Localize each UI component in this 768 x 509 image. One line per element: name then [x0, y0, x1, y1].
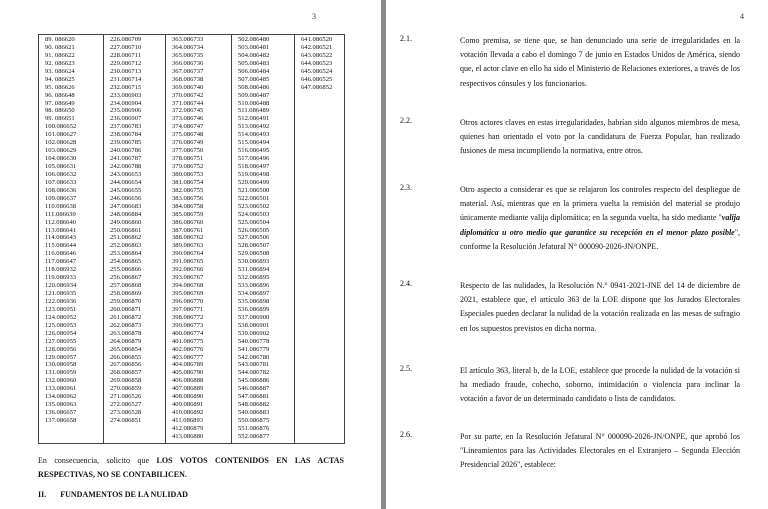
table-cell: 535.086898 [238, 297, 270, 305]
table-cell: 552.086877 [238, 432, 270, 440]
table-cell: 393.086767 [172, 274, 204, 282]
table-cell: 235.086906 [110, 107, 142, 115]
table-cell: 387.086761 [172, 226, 204, 234]
table-cell: 541.086779 [238, 345, 270, 353]
table-cell: 517.086496 [238, 155, 270, 163]
right-page [386, 0, 768, 509]
table-cell: 119.086933 [45, 274, 77, 282]
table-cell: 413.086880 [172, 432, 204, 440]
table-cell: 365.086735 [172, 51, 204, 59]
table-column [104, 35, 166, 444]
table-cell: 264.086879 [110, 337, 142, 345]
page-number: 4 [740, 12, 744, 21]
table-cell: 270.086859 [110, 385, 142, 393]
paragraph-number: 2.5. [400, 364, 412, 373]
table-column [166, 35, 232, 444]
table-cell: 129.086957 [45, 353, 77, 361]
table-cell: 407.086889 [172, 385, 204, 393]
table-cell: 366.086736 [172, 59, 204, 67]
table-cell: 398.086772 [172, 313, 204, 321]
table-cell: 410.086892 [172, 409, 204, 417]
table-cell: 511.086489 [238, 107, 270, 115]
table-cell: 549.086883 [238, 409, 270, 417]
table-cell: 551.086876 [238, 424, 270, 432]
table-cell: 518.086497 [238, 163, 270, 170]
table-cell: 260.086871 [110, 305, 142, 313]
table-cell: 505.086483 [238, 59, 270, 67]
table-cell: 641.086520 [301, 36, 333, 43]
table-cell: 406.086888 [172, 377, 204, 385]
table-cell: 532.086895 [238, 274, 270, 282]
table-cell: 115.086644 [45, 242, 77, 250]
table-cell: 409.086891 [172, 401, 204, 409]
conclusion-emphasis: LOS VOTOS CONTENIDOS EN LAS ACTAS RESPECTIVAS, NO SE CONTABILICEN. [38, 456, 344, 479]
table-cell: 370.086742 [172, 91, 204, 99]
table-cell: 136.086657 [45, 409, 77, 417]
table-cell: 249.086860 [110, 218, 142, 226]
table-cell: 515.086494 [238, 139, 270, 147]
table-cell: 373.086746 [172, 115, 204, 123]
paragraph-text [460, 183, 740, 254]
table-cell: 527.086506 [238, 234, 270, 242]
table-cell: 124.086952 [45, 313, 77, 321]
table-cell: 241.086787 [110, 155, 142, 163]
table-cell: 108.086636 [45, 186, 77, 194]
section-heading [38, 490, 202, 499]
table-cell: 245.086655 [110, 186, 142, 194]
table-cell: 405.086790 [172, 369, 204, 377]
table-cell: 100.086652 [45, 123, 77, 131]
table-cell: 263.086878 [110, 329, 142, 337]
table-cell: 91. 086622 [45, 51, 75, 59]
table-cell: 261.086872 [110, 313, 142, 321]
table-cell: 98. 086650 [45, 107, 75, 115]
table-cell: 121.086935 [45, 290, 77, 297]
paragraph-number: 2.6. [400, 430, 412, 439]
paragraph-2-1 [400, 34, 740, 91]
paragraph-number: 2.3. [400, 183, 412, 192]
table-cell: 395.086769 [172, 290, 204, 297]
table-cell: 132.086960 [45, 377, 77, 385]
table-cell: 104.086630 [45, 155, 77, 163]
table-cell: 519.086498 [238, 170, 270, 178]
table-column [39, 35, 104, 444]
table-cell: 95. 086626 [45, 83, 75, 91]
table-cell: 364.086734 [172, 43, 204, 51]
table-cell: 97. 086649 [45, 99, 75, 107]
table-cell: 267.086856 [110, 361, 142, 369]
table-cell: 375.086748 [172, 131, 204, 139]
table-cell: 513.086492 [238, 123, 270, 131]
table-cell: 402.086776 [172, 345, 204, 353]
table-cell: 101.086627 [45, 131, 77, 139]
table-cell: 379.086752 [172, 163, 204, 170]
table-cell: 253.086864 [110, 250, 142, 258]
table-cell: 248.086884 [110, 210, 142, 218]
table-cell: 514.086493 [238, 131, 270, 139]
table-cell: 540.086778 [238, 337, 270, 345]
table-cell: 120.086934 [45, 282, 77, 290]
paragraph-text: El artículo 363, literal b, de la LOE, establece que procede la nulidad de la votación si ha mediado fraude, cohecho, soborno, intimidación o violencia para inclinar la votación a favor de un determinado candidato o lista de candidatos. [460, 366, 740, 404]
table-cell: 134.086962 [45, 393, 77, 401]
table-cell: 391.086765 [172, 258, 204, 266]
table-cell: 507.086485 [238, 75, 270, 83]
table-cell: 116.086646 [45, 250, 77, 258]
table-cell: 521.086500 [238, 186, 270, 194]
table-cell: 252.086863 [110, 242, 142, 250]
table-cell: 135.086963 [45, 401, 77, 409]
table-cell: 408.086890 [172, 393, 204, 401]
table-cell: 377.086750 [172, 147, 204, 155]
table-cell: 111.086639 [45, 210, 76, 218]
table-cell: 643.086522 [301, 51, 333, 59]
table-cell: 125.086953 [45, 321, 77, 329]
table-cell: 381.086754 [172, 178, 204, 186]
table-cell: 546.086887 [238, 385, 270, 393]
table-cell: 274.086851 [110, 417, 142, 424]
table-cell: 374.086747 [172, 123, 204, 131]
table-cell: 254.086865 [110, 258, 142, 266]
table-cell: 403.086777 [172, 353, 204, 361]
table-cell: 544.086782 [238, 369, 270, 377]
table-cell: 401.086775 [172, 337, 204, 345]
table-cell: 137.086658 [45, 417, 77, 424]
table-cell: 510.086488 [238, 99, 270, 107]
table-cell: 538.086901 [238, 321, 270, 329]
table-cell: 522.086501 [238, 194, 270, 202]
paragraph-text: Por su parte, en la Resolución Jefatural N° 000090-2026-JN/ONPE, que aprobó los "Lineamientos para las Actividades Electorales en el Extranjero – Segunda Elección Presidencial 2026", establece: [460, 432, 740, 470]
table-cell: 539.086902 [238, 329, 270, 337]
table-cell: 372.086745 [172, 107, 204, 115]
table-cell: 262.086873 [110, 321, 142, 329]
section-number: II. [38, 490, 47, 499]
table-cell: 242.086788 [110, 163, 142, 170]
paragraph-text: Como premisa, se tiene que, se han denunciado una serie de irregularidades en la votación llevada a cabo el domingo 7 de junio en Estados Unidos de América, siendo que, el actor clave en ello ha sido el Ministerio de Relaciones exteriores, a través de los respectivos cónsules y los funcionarios. [460, 36, 740, 88]
table-cell: 231.086714 [110, 75, 142, 83]
table-cell: 229.086712 [110, 59, 142, 67]
table-cell: 226.086709 [110, 36, 142, 43]
paragraph-number: 2.1. [400, 34, 412, 43]
table-cell: 380.086753 [172, 170, 204, 178]
table-cell: 368.086738 [172, 75, 204, 83]
table-cell: 543.086781 [238, 361, 270, 369]
table-cell: 404.086789 [172, 361, 204, 369]
table-cell: 247.086683 [110, 202, 142, 210]
paragraph-text: Respecto de las nulidades, la Resolución N.° 0941-2021-JNE del 14 de diciembre de 2021, establece que, el artículo 363 de la LOE dispone que los Jurados Electorales Especiales pueden declarar la nulidad de la votación realizada en las mesas de sufragio en los supuestos previstos en dicha norma. [460, 281, 740, 333]
table-cell: 537.086900 [238, 313, 270, 321]
table-cell: 394.086768 [172, 282, 204, 290]
table-cell: 259.086870 [110, 297, 142, 305]
table-cell: 400.086774 [172, 329, 204, 337]
table-cell: 105.086631 [45, 163, 77, 170]
table-cell: 397.086771 [172, 305, 204, 313]
paragraph-text: Otros actores claves en estas irregularidades, habrían sido algunos miembros de mesa, quienes han orientado el voto por la candidatura de Fuerza Popular, han realizado fusiones de mesa incumpliendo la normativa, entre otros. [460, 118, 740, 156]
table-cell: 534.086897 [238, 290, 270, 297]
table-cell: 99. 086651 [45, 115, 75, 123]
table-column [295, 35, 345, 444]
table-cell: 93. 086624 [45, 67, 75, 75]
table-cell: 545.086886 [238, 377, 270, 385]
table-cell: 542.086780 [238, 353, 270, 361]
page-number: 3 [312, 12, 316, 21]
table-cell: 388.086762 [172, 234, 204, 242]
paragraph-2-4 [400, 279, 740, 336]
table-cell: 548.086882 [238, 401, 270, 409]
table-cell: 113.086641 [45, 226, 77, 234]
table-cell: 504.086482 [238, 51, 270, 59]
table-cell: 389.086763 [172, 242, 204, 250]
table-cell: 647.086852 [301, 83, 333, 91]
table-cell: 411.086893 [172, 417, 204, 424]
table-cell: 89. 086620 [45, 36, 75, 43]
table-cell: 269.086858 [110, 377, 142, 385]
table-cell: 502.086480 [238, 36, 270, 43]
table-cell: 392.086766 [172, 266, 204, 274]
table-cell: 232.086715 [110, 83, 142, 91]
table-cell: 520.086499 [238, 178, 270, 186]
table-cell: 384.086758 [172, 202, 204, 210]
conclusion-paragraph [38, 454, 344, 482]
paragraph-2-2 [400, 116, 740, 159]
table-cell: 503.086481 [238, 43, 270, 51]
table-cell: 508.086486 [238, 83, 270, 91]
table-cell: 237.086783 [110, 123, 142, 131]
table-cell: 133.086961 [45, 385, 77, 393]
table-cell: 371.086744 [172, 99, 204, 107]
table-cell: 117.086647 [45, 258, 77, 266]
paragraph-quote-emphasis: valija diplomática u otro medio que garantice su recepción en el menor plazo posible [460, 213, 740, 237]
table-cell: 376.086749 [172, 139, 204, 147]
table-cell: 547.086881 [238, 393, 270, 401]
table-cell: 106.086632 [45, 170, 77, 178]
table-cell: 230.086713 [110, 67, 142, 75]
table-cell: 102.086628 [45, 139, 77, 147]
table-cell: 378.086751 [172, 155, 204, 163]
table-cell: 255.086866 [110, 266, 142, 274]
table-cell: 246.086656 [110, 194, 142, 202]
table-cell: 118.086932 [45, 266, 77, 274]
table-cell: 103.086629 [45, 147, 77, 155]
paragraph-text-part: ", conforme la Resolución Jefatural N° 000090-2026-JN/ONPE. [460, 227, 740, 251]
table-cell: 645.086524 [301, 67, 333, 75]
table-cell: 110.086638 [45, 202, 77, 210]
paragraph-2-3 [400, 183, 740, 254]
table-cell: 127.086955 [45, 337, 77, 345]
table-cell: 244.086654 [110, 178, 142, 186]
table-cell: 525.086504 [238, 218, 270, 226]
paragraph-number: 2.4. [400, 279, 412, 288]
table-cell: 516.086495 [238, 147, 270, 155]
table-cell: 251.086862 [110, 234, 142, 242]
table-cell: 271.086526 [110, 393, 142, 401]
table-cell: 506.086484 [238, 67, 270, 75]
table-cell: 530.086893 [238, 258, 270, 266]
table-cell: 390.086764 [172, 250, 204, 258]
table-cell: 396.086770 [172, 297, 204, 305]
table-cell: 256.086867 [110, 274, 142, 282]
table-cell: 523.086502 [238, 202, 270, 210]
table-cell: 240.086786 [110, 147, 142, 155]
table-cell: 257.086868 [110, 282, 142, 290]
table-cell: 533.086896 [238, 282, 270, 290]
table-cell: 92. 086623 [45, 59, 75, 67]
table-cell: 367.086737 [172, 67, 204, 75]
paragraph-2-5 [400, 364, 740, 407]
table-cell: 536.086899 [238, 305, 270, 313]
table-cell: 273.086528 [110, 409, 142, 417]
table-cell: 412.086879 [172, 424, 204, 432]
table-cell: 238.086784 [110, 131, 142, 139]
table-cell: 509.086487 [238, 91, 270, 99]
paragraph-2-6 [400, 430, 740, 473]
table-cell: 90. 086621 [45, 43, 75, 51]
table-cell: 383.086756 [172, 194, 204, 202]
table-cell: 369.086740 [172, 83, 204, 91]
table-cell: 265.086854 [110, 345, 142, 353]
table-cell: 109.086637 [45, 194, 77, 202]
table-cell: 243.086653 [110, 170, 142, 178]
table-cell: 385.086759 [172, 210, 204, 218]
table-cell: 94. 086625 [45, 75, 75, 83]
section-title: FUNDAMENTOS DE LA NULIDAD [60, 490, 188, 499]
table-cell: 130.086958 [45, 361, 77, 369]
table-cell: 126.086954 [45, 329, 77, 337]
table-cell: 529.086508 [238, 250, 270, 258]
table-cell: 233.086903 [110, 91, 142, 99]
table-cell: 399.086773 [172, 321, 204, 329]
table-row [39, 35, 345, 444]
table-cell: 550.086875 [238, 417, 270, 424]
table-cell: 250.086861 [110, 226, 142, 234]
table-cell: 239.086785 [110, 139, 142, 147]
table-cell: 234.086904 [110, 99, 142, 107]
table-cell: 646.086525 [301, 75, 333, 83]
table-cell: 524.086503 [238, 210, 270, 218]
table-cell: 123.086951 [45, 305, 77, 313]
acta-number-table [38, 34, 345, 444]
table-cell: 266.086855 [110, 353, 142, 361]
conclusion-text: En consecuencia, solicito que [38, 456, 157, 465]
table-cell: 96. 086648 [45, 91, 75, 99]
table-cell: 528.086507 [238, 242, 270, 250]
left-page [0, 0, 381, 509]
table-cell: 268.086857 [110, 369, 142, 377]
table-cell: 526.086505 [238, 226, 270, 234]
table-cell: 642.086521 [301, 43, 333, 51]
table-cell: 236.086907 [110, 115, 142, 123]
table-cell: 386.086760 [172, 218, 204, 226]
table-cell: 272.086527 [110, 401, 142, 409]
table-cell: 131.086959 [45, 369, 77, 377]
table-cell: 128.086956 [45, 345, 77, 353]
table-cell: 112.086640 [45, 218, 77, 226]
table-cell: 512.086491 [238, 115, 270, 123]
table-cell: 107.086633 [45, 178, 77, 186]
paragraph-number: 2.2. [400, 116, 412, 125]
table-column [232, 35, 295, 444]
table-cell: 258.086869 [110, 290, 142, 297]
table-cell: 382.086755 [172, 186, 204, 194]
table-cell: 228.086711 [110, 51, 142, 59]
table-cell: 644.086523 [301, 59, 333, 67]
table-cell: 363.086733 [172, 36, 204, 43]
paragraph-text-part: Otro aspecto a considerar es que se relajaron los controles respecto del despliegue de material. Así, mientras que en la primera vuelta la remisión del material se produjo únicamente mediante valija diplomática; en la segunda vuelta, ha sido mediante " [460, 185, 740, 223]
table-cell: 114.086643 [45, 234, 77, 242]
table-cell: 227.086710 [110, 43, 142, 51]
table-cell: 531.086894 [238, 266, 270, 274]
table-cell: 122.086936 [45, 297, 77, 305]
